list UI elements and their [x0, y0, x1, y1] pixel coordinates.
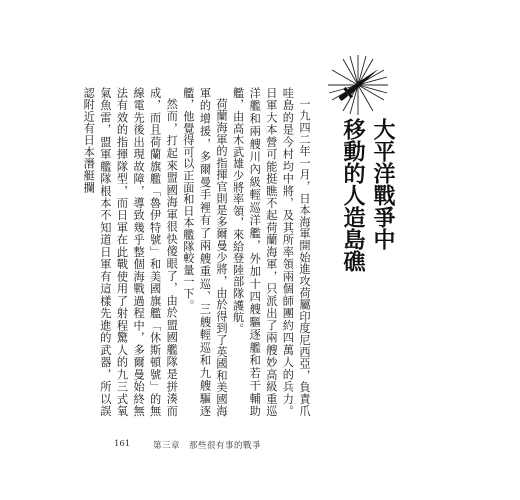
paragraph: 一九四二年一月，日本海軍開始進攻荷屬印度尼西亞，負責爪哇島的是今村均中將，及其所率領兩個師團約四萬人的兵力。日軍大本營可能挺瞧不起荷蘭海軍，只派出了兩艘妙高級重巡洋艦和兩艘川內級輕巡洋艦，外加十四艘驅逐艦和若干輔助艦，由高木武雄少將率領，來給登陸部隊護航。 — [231, 87, 311, 417]
dagger-sunburst-icon — [326, 53, 390, 117]
body-text — [82, 87, 312, 417]
paragraph: 荷蘭海軍的指揮官則是多爾曼少將，由於得到了英國和美國海軍的增援，多爾曼手裡有了兩艘重巡、三艘輕巡和九艘驅逐艦，他覺得可以正面和日本艦隊較量一下。 — [181, 87, 229, 417]
paragraph: 然而，打起來盟國海軍很快傻眼了，由於盟國艦隊是拼湊而成，而且荷蘭旗艦「魯伊特號」和美國旗艦「休斯頓號」的無線電先後出現故障，導致幾乎整個海戰過程中，多爾曼始終無法有效的指揮隊型，而日軍在此戰使用了射程驚人的九三式氧氣魚雷，盟軍艦隊根本不知道日軍有這樣先進的武器，所以誤認附近有日本潛艇攔 — [82, 87, 179, 417]
chapter-title-line-1: 大平洋戰爭中 — [370, 118, 395, 250]
running-footer-chapter: 第三章 那些很有事的戰爭 — [153, 441, 262, 451]
page-number: 161 — [114, 439, 131, 449]
chapter-title-line-2: 移動的人造島礁 — [340, 118, 365, 272]
